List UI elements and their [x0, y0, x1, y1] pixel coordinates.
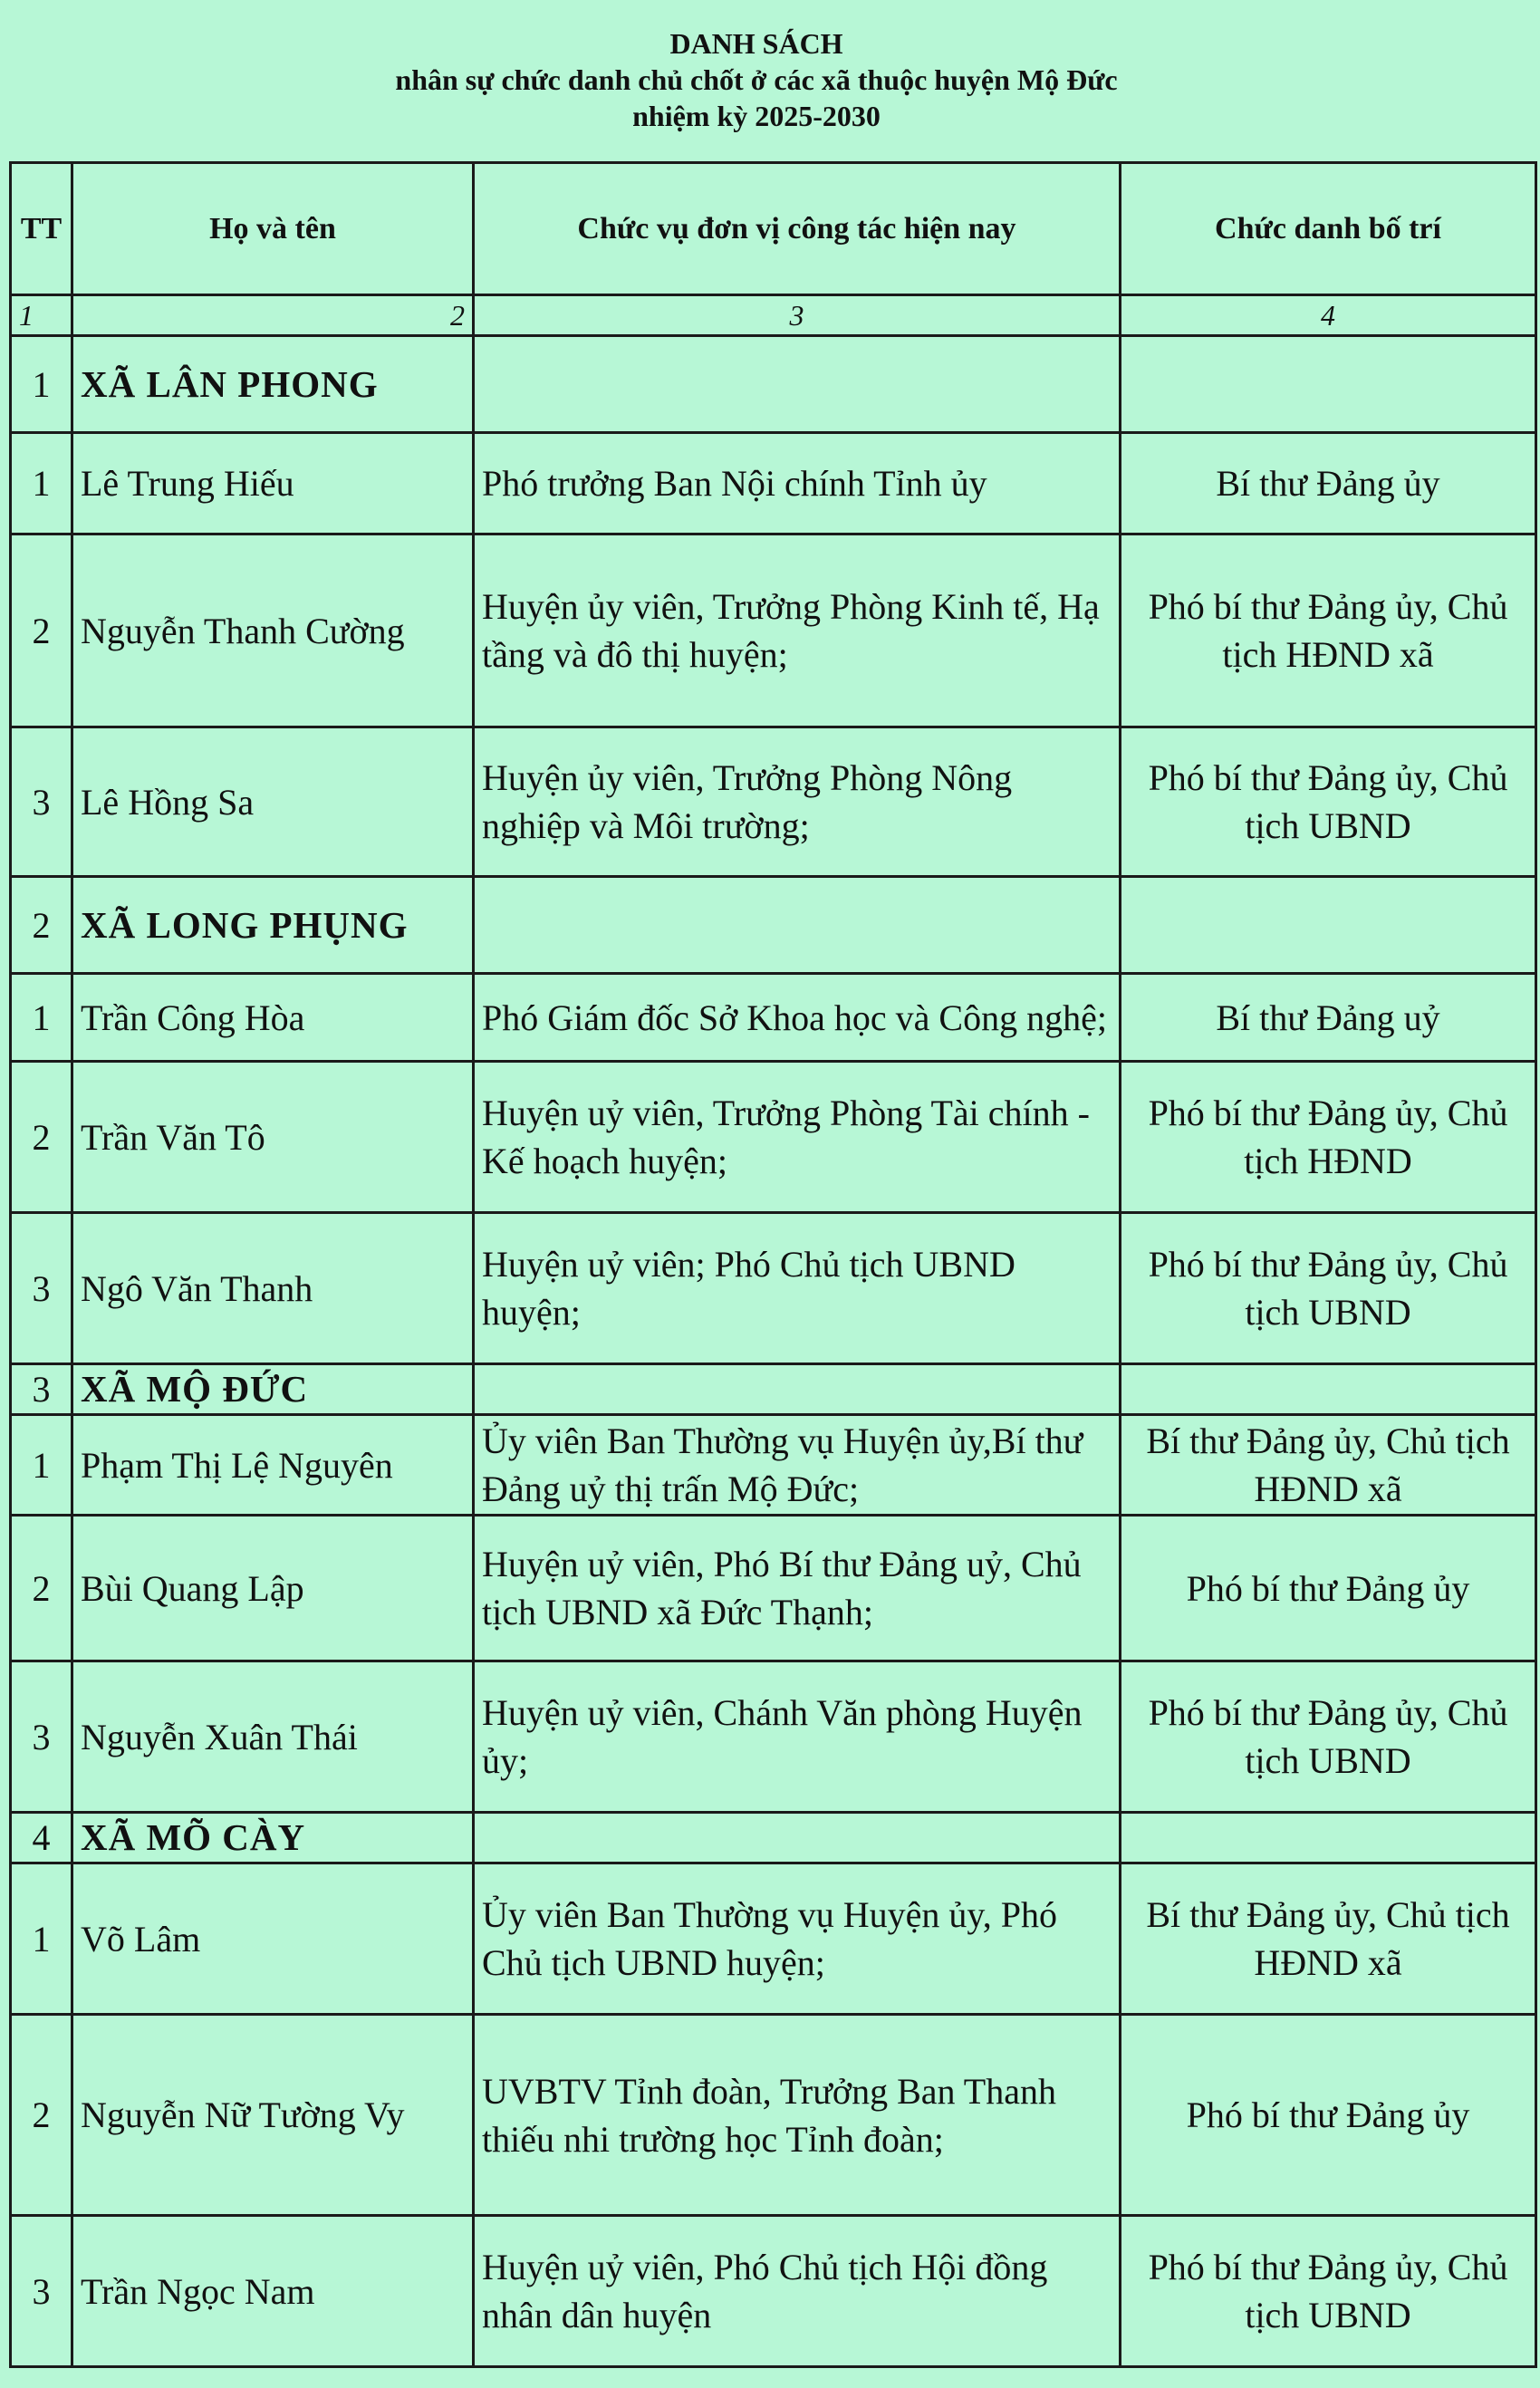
header-position: Chức vụ đơn vị công tác hiện nay [474, 163, 1121, 295]
person-name: Bùi Quang Lập [72, 1516, 474, 1661]
assigned-title: Phó bí thư Đảng ủy, Chủ tịch UBND [1121, 1213, 1536, 1364]
current-position: Huyện uỷ viên, Phó Bí thư Đảng uỷ, Chủ tịch UBND xã Đức Thạnh; [474, 1516, 1121, 1661]
assigned-title: Bí thư Đảng ủy, Chủ tịch HĐND xã [1121, 1415, 1536, 1516]
table-row [11, 2216, 1536, 2367]
person-name: Phạm Thị Lệ Nguyên [72, 1415, 474, 1516]
section-name: XÃ MỘ ĐỨC [72, 1364, 474, 1415]
row-number: 3 [11, 727, 72, 877]
assigned-title: Bí thư Đảng ủy [1121, 433, 1536, 534]
section-number: 4 [11, 1813, 72, 1863]
person-name: Trần Ngọc Nam [72, 2216, 474, 2367]
row-number: 1 [11, 433, 72, 534]
row-number: 3 [11, 1661, 72, 1813]
column-number-row [11, 295, 1536, 336]
person-name: Lê Hồng Sa [72, 727, 474, 877]
title-line-2: nhân sự chức danh chủ chốt ở các xã thuộc huyện Mộ Đức [395, 63, 1118, 96]
section-empty-cell [474, 1813, 1121, 1863]
current-position: UVBTV Tỉnh đoàn, Trưởng Ban Thanh thiếu nhi trường học Tỉnh đoàn; [474, 2015, 1121, 2216]
current-position: Huyện ủy viên, Trưởng Phòng Kinh tế, Hạ tầng và đô thị huyện; [474, 534, 1121, 727]
section-row [11, 877, 1536, 974]
table-row [11, 1062, 1536, 1213]
row-number: 2 [11, 1062, 72, 1213]
row-number: 3 [11, 1213, 72, 1364]
row-number: 2 [11, 534, 72, 727]
section-number: 2 [11, 877, 72, 974]
table-row [11, 1863, 1536, 2015]
person-name: Nguyễn Xuân Thái [72, 1661, 474, 1813]
section-empty-cell [474, 877, 1121, 974]
table-row [11, 1213, 1536, 1364]
section-empty-cell [1121, 1813, 1536, 1863]
person-name: Trần Văn Tô [72, 1062, 474, 1213]
col-number-1: 1 [11, 295, 72, 336]
section-empty-cell [474, 336, 1121, 433]
assigned-title: Bí thư Đảng uỷ [1121, 974, 1536, 1062]
row-number: 1 [11, 974, 72, 1062]
section-row [11, 336, 1536, 433]
assigned-title: Phó bí thư Đảng ủy, Chủ tịch UBND [1121, 1661, 1536, 1813]
table-row [11, 1516, 1536, 1661]
person-name: Lê Trung Hiếu [72, 433, 474, 534]
assigned-title: Phó bí thư Đảng ủy, Chủ tịch HĐND [1121, 1062, 1536, 1213]
person-name: Ngô Văn Thanh [72, 1213, 474, 1364]
section-empty-cell [1121, 1364, 1536, 1415]
section-row [11, 1364, 1536, 1415]
table-row [11, 727, 1536, 877]
section-empty-cell [474, 1364, 1121, 1415]
current-position: Phó Giám đốc Sở Khoa học và Công nghệ; [474, 974, 1121, 1062]
personnel-table [9, 161, 1537, 2368]
title-line-1: DANH SÁCH [669, 27, 843, 60]
current-position: Ủy viên Ban Thường vụ Huyện ủy, Phó Chủ tịch UBND huyện; [474, 1863, 1121, 2015]
header-tt: TT [11, 163, 72, 295]
col-number-2: 2 [72, 295, 474, 336]
header-row [11, 163, 1536, 295]
table-row [11, 1415, 1536, 1516]
current-position: Huyện ủy viên, Trưởng Phòng Nông nghiệp và Môi trường; [474, 727, 1121, 877]
person-name: Nguyễn Thanh Cường [72, 534, 474, 727]
section-row [11, 1813, 1536, 1863]
section-empty-cell [1121, 336, 1536, 433]
table-row [11, 1661, 1536, 1813]
current-position: Ủy viên Ban Thường vụ Huyện ủy,Bí thư Đảng uỷ thị trấn Mộ Đức; [474, 1415, 1121, 1516]
row-number: 2 [11, 2015, 72, 2216]
section-name: XÃ MÕ CÀY [72, 1813, 474, 1863]
section-number: 1 [11, 336, 72, 433]
person-name: Võ Lâm [72, 1863, 474, 2015]
document-title [0, 25, 1513, 134]
table-row [11, 433, 1536, 534]
current-position: Huyện uỷ viên, Chánh Văn phòng Huyện ủy; [474, 1661, 1121, 1813]
assigned-title: Phó bí thư Đảng ủy, Chủ tịch HĐND xã [1121, 534, 1536, 727]
assigned-title: Bí thư Đảng ủy, Chủ tịch HĐND xã [1121, 1863, 1536, 2015]
col-number-3: 3 [474, 295, 1121, 336]
row-number: 2 [11, 1516, 72, 1661]
assigned-title: Phó bí thư Đảng ủy [1121, 1516, 1536, 1661]
section-name: XÃ LÂN PHONG [72, 336, 474, 433]
current-position: Huyện uỷ viên; Phó Chủ tịch UBND huyện; [474, 1213, 1121, 1364]
table-row [11, 974, 1536, 1062]
current-position: Huyện uỷ viên, Trưởng Phòng Tài chính - Kế hoạch huyện; [474, 1062, 1121, 1213]
table-row [11, 2015, 1536, 2216]
table-row [11, 534, 1536, 727]
section-name: XÃ LONG PHỤNG [72, 877, 474, 974]
assigned-title: Phó bí thư Đảng ủy, Chủ tịch UBND [1121, 2216, 1536, 2367]
person-name: Trần Công Hòa [72, 974, 474, 1062]
person-name: Nguyễn Nữ Tường Vy [72, 2015, 474, 2216]
assigned-title: Phó bí thư Đảng ủy, Chủ tịch UBND [1121, 727, 1536, 877]
row-number: 1 [11, 1415, 72, 1516]
title-line-3: nhiệm kỳ 2025-2030 [632, 100, 881, 132]
col-number-4: 4 [1121, 295, 1536, 336]
assigned-title: Phó bí thư Đảng ủy [1121, 2015, 1536, 2216]
header-name: Họ và tên [72, 163, 474, 295]
current-position: Huyện uỷ viên, Phó Chủ tịch Hội đồng nhân dân huyện [474, 2216, 1121, 2367]
header-assignment: Chức danh bố trí [1121, 163, 1536, 295]
section-empty-cell [1121, 877, 1536, 974]
row-number: 1 [11, 1863, 72, 2015]
row-number: 3 [11, 2216, 72, 2367]
current-position: Phó trưởng Ban Nội chính Tỉnh ủy [474, 433, 1121, 534]
section-number: 3 [11, 1364, 72, 1415]
